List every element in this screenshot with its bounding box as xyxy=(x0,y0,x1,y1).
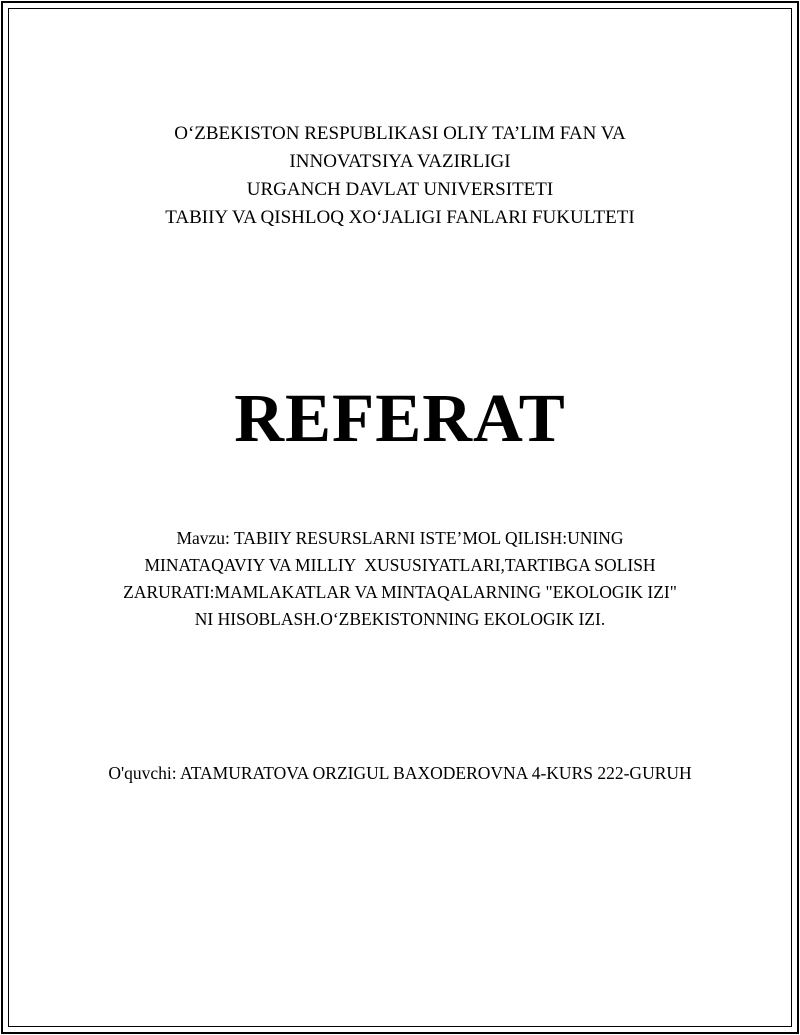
faculty-name: TABIIY VA QISHLOQ XO‘JALIGI FANLARI FUKULTETI xyxy=(165,207,635,228)
university-name: URGANCH DAVLAT UNIVERSITETI xyxy=(246,179,554,200)
document-title: REFERAT xyxy=(234,380,566,456)
ministry-line-2: INNOVATSIYA VAZIRLIGI xyxy=(289,151,511,172)
student-info: O'quvchi: ATAMURATOVA ORZIGUL BAXODEROVNA 4-KURS 222-GURUH xyxy=(108,763,692,783)
ministry-line-1: O‘ZBEKISTON RESPUBLIKASI OLIY TA’LIM FAN VA xyxy=(174,123,626,144)
institution-header xyxy=(0,120,800,232)
topic-text: Mavzu: TABIIY RESURSLARNI ISTE’MOL QILISH:UNING MINATAQAVIY VA MILLIY XUSUSIYATLARI,TARTIBGA SOLISH ZARURATI:MAMLAKATLAR VA MINTAQALARNING "EKOLOGIK IZI" NI HISOBLASH.O‘ZBEKISTONNING EKOLOGIK IZI. xyxy=(123,528,682,629)
